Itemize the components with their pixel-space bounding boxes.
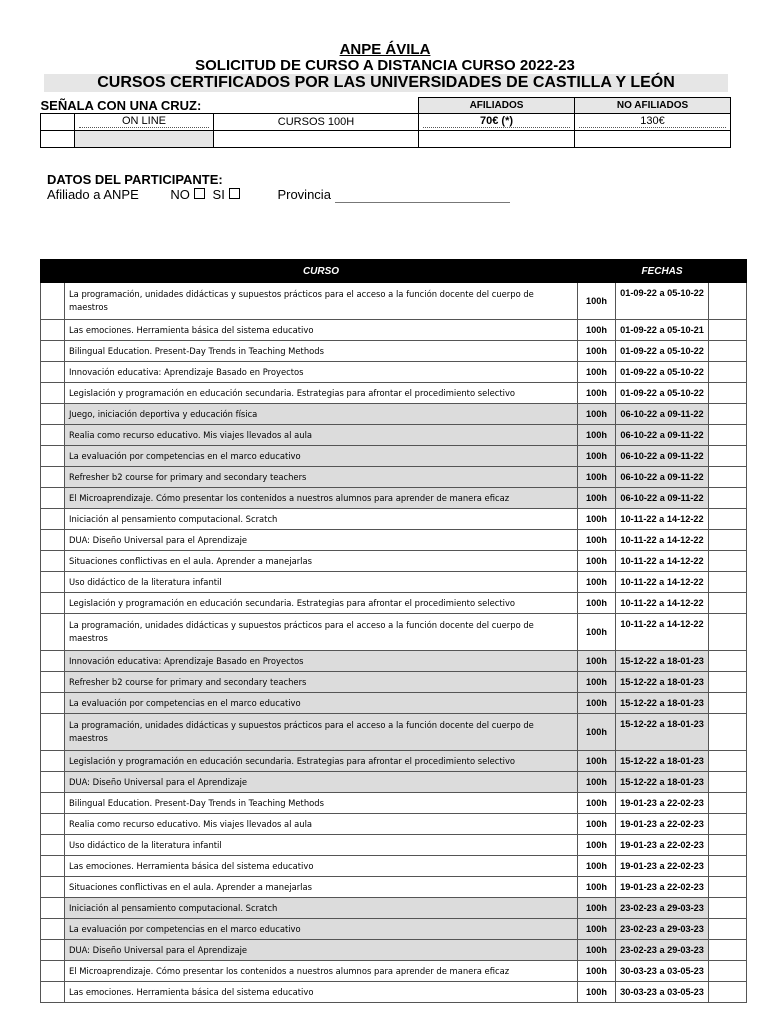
empty-cell <box>709 877 747 898</box>
participant-section <box>47 172 510 203</box>
course-name: Legislación y programación en educación secundaria. Estrategias para afrontar el procedimiento selectivo <box>65 383 578 404</box>
course-hours: 100h <box>578 898 616 919</box>
no-label: NO <box>170 187 190 202</box>
table-row <box>41 919 747 940</box>
course-hours: 100h <box>578 488 616 509</box>
empty-cell <box>709 614 747 651</box>
table-row <box>41 898 747 919</box>
course-checkbox[interactable] <box>41 572 65 593</box>
course-dates: 15-12-22 a 18-01-23 <box>616 651 709 672</box>
empty-cell <box>709 961 747 982</box>
empty-cell <box>709 551 747 572</box>
empty-cell <box>709 320 747 341</box>
provincia-label: Provincia <box>277 187 331 202</box>
header-fechas: FECHAS <box>616 260 709 283</box>
price-afiliados: 70€ (*) <box>423 115 570 128</box>
course-name: Juego, iniciación deportiva y educación física <box>65 404 578 425</box>
header-blank <box>41 260 65 283</box>
course-hours: 100h <box>578 940 616 961</box>
course-name: Iniciación al pensamiento computacional. Scratch <box>65 898 578 919</box>
empty-cell <box>709 425 747 446</box>
course-hours: 100h <box>578 341 616 362</box>
course-dates: 19-01-23 a 22-02-23 <box>616 793 709 814</box>
table-row <box>41 488 747 509</box>
course-checkbox[interactable] <box>41 751 65 772</box>
empty-cell <box>709 488 747 509</box>
course-checkbox[interactable] <box>41 593 65 614</box>
table-row <box>41 593 747 614</box>
course-hours: 100h <box>578 404 616 425</box>
participant-title: DATOS DEL PARTICIPANTE: <box>47 172 223 187</box>
course-name: Bilingual Education. Present-Day Trends in Teaching Methods <box>65 793 578 814</box>
empty-cell <box>709 651 747 672</box>
online-checkbox[interactable] <box>41 113 75 130</box>
course-name: La evaluación por competencias en el marco educativo <box>65 919 578 940</box>
course-dates: 19-01-23 a 22-02-23 <box>616 877 709 898</box>
empty-cell <box>709 283 747 320</box>
course-hours: 100h <box>578 672 616 693</box>
course-hours: 100h <box>578 593 616 614</box>
course-name: La programación, unidades didácticas y supuestos prácticos para el acceso a la función docente del cuerpo de maestros <box>65 714 578 751</box>
empty-cell <box>75 130 214 147</box>
course-checkbox[interactable] <box>41 530 65 551</box>
course-dates: 10-11-22 a 14-12-22 <box>616 530 709 551</box>
table-row <box>41 835 747 856</box>
course-name: Iniciación al pensamiento computacional. Scratch <box>65 509 578 530</box>
col-no-afiliados: NO AFILIADOS <box>575 98 731 114</box>
empty-cell <box>709 509 747 530</box>
course-checkbox[interactable] <box>41 856 65 877</box>
empty-cell <box>575 130 731 147</box>
empty-cell <box>709 919 747 940</box>
table-row <box>41 530 747 551</box>
course-hours: 100h <box>578 614 616 651</box>
empty-cell <box>709 982 747 1003</box>
table-row <box>41 856 747 877</box>
empty-cell <box>709 714 747 751</box>
course-dates: 10-11-22 a 14-12-22 <box>616 551 709 572</box>
price-no-afiliados-cell <box>575 113 731 130</box>
course-dates: 01-09-22 a 05-10-22 <box>616 341 709 362</box>
course-checkbox[interactable] <box>41 961 65 982</box>
affiliation-row <box>47 187 510 203</box>
hours-cell <box>214 113 419 130</box>
course-hours: 100h <box>578 651 616 672</box>
course-dates: 15-12-22 a 18-01-23 <box>616 693 709 714</box>
table-row <box>41 341 747 362</box>
course-dates: 15-12-22 a 18-01-23 <box>616 714 709 751</box>
empty-cell <box>709 835 747 856</box>
table-row <box>41 425 747 446</box>
empty-cell <box>709 572 747 593</box>
course-checkbox[interactable] <box>41 982 65 1003</box>
course-hours: 100h <box>578 283 616 320</box>
course-dates: 30-03-23 a 03-05-23 <box>616 982 709 1003</box>
si-label: SI <box>212 187 225 202</box>
course-name: Refresher b2 course for primary and secondary teachers <box>65 467 578 488</box>
course-checkbox[interactable] <box>41 488 65 509</box>
empty-cell <box>709 404 747 425</box>
course-name: Refresher b2 course for primary and secondary teachers <box>65 672 578 693</box>
table-row <box>41 961 747 982</box>
table-row <box>41 714 747 751</box>
hours-label: CURSOS 100H <box>277 115 355 128</box>
price-no-afiliados: 130€ <box>579 115 726 128</box>
options-table <box>40 97 731 148</box>
mode-cell <box>75 113 214 130</box>
table-row <box>41 467 747 488</box>
course-hours: 100h <box>578 835 616 856</box>
empty-cell <box>419 130 575 147</box>
course-checkbox[interactable] <box>41 320 65 341</box>
course-checkbox[interactable] <box>41 814 65 835</box>
course-name: La programación, unidades didácticas y supuestos prácticos para el acceso a la función docente del cuerpo de maestros <box>65 614 578 651</box>
table-row <box>41 793 747 814</box>
course-hours: 100h <box>578 793 616 814</box>
course-dates: 15-12-22 a 18-01-23 <box>616 672 709 693</box>
course-name: DUA: Diseño Universal para el Aprendizaje <box>65 530 578 551</box>
course-hours: 100h <box>578 320 616 341</box>
course-hours: 100h <box>578 383 616 404</box>
course-hours: 100h <box>578 362 616 383</box>
course-checkbox[interactable] <box>41 283 65 320</box>
org-title: ANPE ÁVILA <box>339 41 431 58</box>
course-dates: 23-02-23 a 29-03-23 <box>616 940 709 961</box>
course-dates: 15-12-22 a 18-01-23 <box>616 772 709 793</box>
course-hours: 100h <box>578 446 616 467</box>
course-checkbox[interactable] <box>41 714 65 751</box>
course-rows <box>41 283 747 1003</box>
course-checkbox[interactable] <box>41 341 65 362</box>
course-checkbox[interactable] <box>41 898 65 919</box>
course-checkbox[interactable] <box>41 835 65 856</box>
course-dates: 19-01-23 a 22-02-23 <box>616 814 709 835</box>
empty-cell <box>709 446 747 467</box>
course-hours: 100h <box>578 693 616 714</box>
course-name: El Microaprendizaje. Cómo presentar los contenidos a nuestros alumnos para aprender de manera eficaz <box>65 488 578 509</box>
course-name: Uso didáctico de la literatura infantil <box>65 572 578 593</box>
course-hours: 100h <box>578 509 616 530</box>
course-dates: 30-03-23 a 03-05-23 <box>616 961 709 982</box>
header-blank <box>709 260 747 283</box>
course-dates: 06-10-22 a 09-11-22 <box>616 425 709 446</box>
table-row <box>41 320 747 341</box>
empty-cell <box>709 856 747 877</box>
course-hours: 100h <box>578 877 616 898</box>
course-dates: 23-02-23 a 29-03-23 <box>616 898 709 919</box>
empty-cell <box>709 530 747 551</box>
header-curso: CURSO <box>65 260 578 283</box>
header-horas <box>578 260 616 283</box>
courses-table <box>40 259 747 1003</box>
no-checkbox[interactable] <box>194 188 205 199</box>
course-dates: 01-09-22 a 05-10-22 <box>616 362 709 383</box>
course-hours: 100h <box>578 425 616 446</box>
course-checkbox[interactable] <box>41 877 65 898</box>
empty-cell <box>709 940 747 961</box>
course-hours: 100h <box>578 467 616 488</box>
course-name: Realia como recurso educativo. Mis viajes llevados al aula <box>65 814 578 835</box>
course-dates: 06-10-22 a 09-11-22 <box>616 488 709 509</box>
empty-cell <box>709 693 747 714</box>
course-checkbox[interactable] <box>41 551 65 572</box>
course-name: La evaluación por competencias en el marco educativo <box>65 446 578 467</box>
table-row <box>41 572 747 593</box>
empty-cell <box>709 341 747 362</box>
course-name: Realia como recurso educativo. Mis viajes llevados al aula <box>65 425 578 446</box>
empty-cell <box>41 130 75 147</box>
si-checkbox[interactable] <box>229 188 240 199</box>
table-row <box>41 982 747 1003</box>
course-dates: 01-09-22 a 05-10-22 <box>616 283 709 320</box>
table-row <box>41 877 747 898</box>
course-name: Innovación educativa: Aprendizaje Basado en Proyectos <box>65 362 578 383</box>
course-checkbox[interactable] <box>41 446 65 467</box>
course-name: Las emociones. Herramienta básica del sistema educativo <box>65 320 578 341</box>
course-dates: 06-10-22 a 09-11-22 <box>616 404 709 425</box>
options-label: SEÑALA CON UNA CRUZ: <box>40 97 202 113</box>
course-checkbox[interactable] <box>41 362 65 383</box>
course-name: Bilingual Education. Present-Day Trends in Teaching Methods <box>65 341 578 362</box>
table-row <box>41 672 747 693</box>
table-row <box>41 940 747 961</box>
course-name: Las emociones. Herramienta básica del sistema educativo <box>65 982 578 1003</box>
course-dates: 15-12-22 a 18-01-23 <box>616 751 709 772</box>
empty-cell <box>709 772 747 793</box>
course-dates: 06-10-22 a 09-11-22 <box>616 467 709 488</box>
empty-cell <box>709 751 747 772</box>
empty-cell <box>709 793 747 814</box>
table-row <box>41 772 747 793</box>
empty-cell <box>709 362 747 383</box>
course-checkbox[interactable] <box>41 383 65 404</box>
course-checkbox[interactable] <box>41 509 65 530</box>
course-dates: 23-02-23 a 29-03-23 <box>616 919 709 940</box>
course-hours: 100h <box>578 982 616 1003</box>
course-dates: 10-11-22 a 14-12-22 <box>616 509 709 530</box>
empty-cell <box>709 467 747 488</box>
empty-cell <box>709 898 747 919</box>
course-name: DUA: Diseño Universal para el Aprendizaje <box>65 940 578 961</box>
table-row <box>41 283 747 320</box>
course-dates: 06-10-22 a 09-11-22 <box>616 446 709 467</box>
table-row <box>41 814 747 835</box>
table-row <box>41 693 747 714</box>
empty-cell <box>709 672 747 693</box>
provincia-field[interactable] <box>335 187 510 203</box>
course-name: El Microaprendizaje. Cómo presentar los contenidos a nuestros alumnos para aprender de manera eficaz <box>65 961 578 982</box>
course-dates: 10-11-22 a 14-12-22 <box>616 572 709 593</box>
course-checkbox[interactable] <box>41 614 65 651</box>
table-row <box>41 362 747 383</box>
price-afiliados-cell <box>419 113 575 130</box>
course-hours: 100h <box>578 772 616 793</box>
table-row <box>41 614 747 651</box>
col-afiliados: AFILIADOS <box>419 98 575 114</box>
course-name: La programación, unidades didácticas y supuestos prácticos para el acceso a la función docente del cuerpo de maestros <box>65 283 578 320</box>
course-hours: 100h <box>578 751 616 772</box>
table-row <box>41 446 747 467</box>
table-row <box>41 651 747 672</box>
afiliado-label: Afiliado a ANPE <box>47 187 139 202</box>
course-checkbox[interactable] <box>41 793 65 814</box>
empty-cell <box>214 130 419 147</box>
course-dates: 01-09-22 a 05-10-21 <box>616 320 709 341</box>
courses-header-row <box>41 260 747 283</box>
table-row <box>41 751 747 772</box>
form-title: SOLICITUD DE CURSO A DISTANCIA CURSO 2022-23 <box>195 57 575 74</box>
course-checkbox[interactable] <box>41 425 65 446</box>
course-checkbox[interactable] <box>41 693 65 714</box>
form-subtitle: CURSOS CERTIFICADOS POR LAS UNIVERSIDADES DE CASTILLA Y LEÓN <box>44 74 728 92</box>
course-dates: 10-11-22 a 14-12-22 <box>616 614 709 651</box>
mode-label: ON LINE <box>79 115 209 128</box>
empty-cell <box>709 814 747 835</box>
document-header <box>0 42 770 92</box>
course-name: Uso didáctico de la literatura infantil <box>65 835 578 856</box>
course-dates: 01-09-22 a 05-10-22 <box>616 383 709 404</box>
course-name: La evaluación por competencias en el marco educativo <box>65 693 578 714</box>
course-hours: 100h <box>578 814 616 835</box>
course-hours: 100h <box>578 551 616 572</box>
table-row <box>41 383 747 404</box>
course-hours: 100h <box>578 919 616 940</box>
course-hours: 100h <box>578 856 616 877</box>
course-dates: 10-11-22 a 14-12-22 <box>616 593 709 614</box>
course-name: DUA: Diseño Universal para el Aprendizaje <box>65 772 578 793</box>
course-checkbox[interactable] <box>41 772 65 793</box>
course-checkbox[interactable] <box>41 651 65 672</box>
course-dates: 19-01-23 a 22-02-23 <box>616 856 709 877</box>
course-name: Las emociones. Herramienta básica del sistema educativo <box>65 856 578 877</box>
table-row <box>41 404 747 425</box>
course-name: Legislación y programación en educación secundaria. Estrategias para afrontar el procedimiento selectivo <box>65 751 578 772</box>
table-row <box>41 551 747 572</box>
course-checkbox[interactable] <box>41 672 65 693</box>
course-hours: 100h <box>578 961 616 982</box>
empty-cell <box>709 593 747 614</box>
course-name: Innovación educativa: Aprendizaje Basado en Proyectos <box>65 651 578 672</box>
course-name: Situaciones conflictivas en el aula. Aprender a manejarlas <box>65 877 578 898</box>
course-checkbox[interactable] <box>41 467 65 488</box>
course-hours: 100h <box>578 530 616 551</box>
course-name: Situaciones conflictivas en el aula. Aprender a manejarlas <box>65 551 578 572</box>
course-dates: 19-01-23 a 22-02-23 <box>616 835 709 856</box>
course-hours: 100h <box>578 714 616 751</box>
course-checkbox[interactable] <box>41 940 65 961</box>
course-checkbox[interactable] <box>41 919 65 940</box>
table-row <box>41 509 747 530</box>
course-hours: 100h <box>578 572 616 593</box>
course-checkbox[interactable] <box>41 404 65 425</box>
empty-cell <box>709 383 747 404</box>
course-name: Legislación y programación en educación secundaria. Estrategias para afrontar el procedimiento selectivo <box>65 593 578 614</box>
